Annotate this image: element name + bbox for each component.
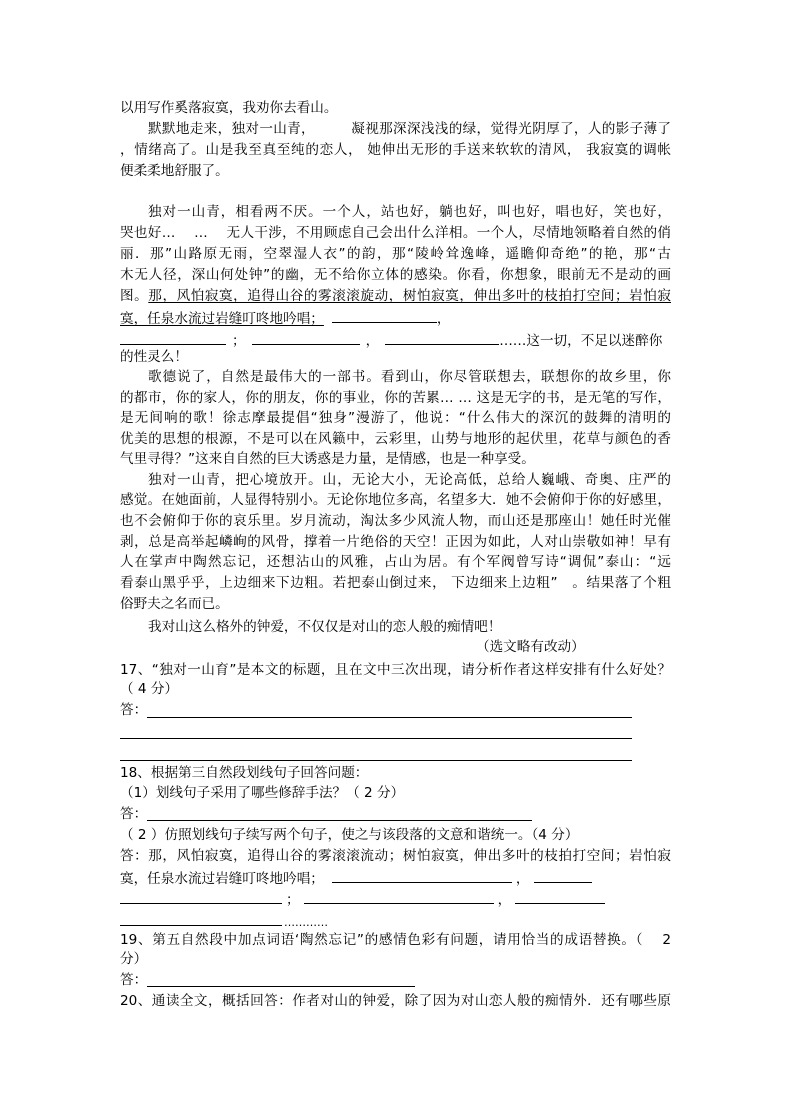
passage-line: 独对一山青，相看两不厌。一个人，站也好，躺也好，叫也好，唱也好，笑也好，	[148, 204, 671, 220]
text: 凝视那深深浅浅的绿，觉得光阴厚了，人的影子薄了	[350, 121, 671, 137]
text: ，	[515, 871, 530, 887]
question-18-2: （ 2 ）仿照划线句子续写两个句子，使之与该段落的文意和谐统一。（4 分）	[120, 827, 579, 843]
answer-line[interactable]	[147, 717, 632, 718]
answer-line[interactable]	[120, 760, 632, 761]
text: ，	[497, 892, 512, 908]
passage-line: 的性灵么！	[120, 349, 188, 365]
answer-row	[120, 910, 328, 930]
question-17: 17、“独对一山育”是本文的标题，且在文中三次出现，请分析作者这样安排有什么好处？	[120, 662, 671, 678]
fill-blank[interactable]	[332, 867, 512, 883]
underlined-sentence: 那，风怕寂寞，追得山谷的雾滚滚旋动，树怕寂寞，伸出多叶的枝拍打空间；岩怕寂	[148, 288, 671, 304]
fill-blank[interactable]	[332, 307, 437, 323]
answer-line[interactable]	[120, 738, 632, 739]
fill-blank[interactable]	[304, 888, 494, 904]
passage-line: 俗野夫之名而已。	[120, 596, 229, 612]
answer-row	[120, 888, 605, 908]
question-18-1: （1）划线句子采用了哪些修辞手法？（ 2 分）	[120, 785, 405, 801]
passage-line	[120, 286, 671, 306]
passage-line: ，情绪高了。山是我至真至纯的恋人， 她伸出无形的手送来软软的清风， 我寂寞的调帐	[120, 142, 671, 158]
passage-line: 优美的思想的根源，不是可以在风籁中，云彩里，山势与地形的起伏里，花草与颜色的香	[120, 431, 671, 447]
question-19: 19、第五自然段中加点词语‘陶然忘记”的感情色彩有问题，请用恰当的成语替换。（ 2	[120, 932, 671, 948]
text: 寞，任泉水流过岩缝叮咚地吟唱；	[120, 871, 324, 887]
question-score: （ 4 分）	[120, 681, 179, 697]
passage-line: 的都市，你的家人，你的朋友，你的事业，你的苦累… … 这是无字的书，是无笔的写作，	[120, 390, 671, 406]
source-note: （选文略有改动）	[476, 639, 585, 655]
question-score: 分）	[120, 951, 148, 967]
fill-blank[interactable]	[120, 888, 282, 904]
passage-line: 感觉。在她面前，人显得特别小。无论你地位多高，名望多大．她不会俯仰于你的好感里，	[120, 492, 671, 508]
answer-line[interactable]	[147, 986, 415, 987]
passage-line: 是无间响的歌！徐志摩最提倡“独身”漫游了，他说：“什么伟大的深沉的鼓舞的清明的	[120, 410, 671, 426]
answer-prompt	[120, 867, 592, 887]
passage-line	[120, 329, 662, 349]
answer-label: 答：	[120, 972, 148, 988]
passage-line	[120, 307, 451, 327]
passage-line: 剥，总是高举起嶙峋的风骨，撑着一片绝俗的天空！正因为如此，人对山崇敬如神！早有	[120, 534, 671, 550]
text: ，	[436, 311, 451, 327]
question-20: 20、通读全文，概括回答：作者对山的钟爱，除了因为对山恋人般的痴情外．还有哪些原	[120, 993, 671, 1009]
passage-line: 也不会俯仰于你的哀乐里。岁月流动，淘汰多少风流人物，而山还是那座山！她任时光催	[120, 513, 671, 529]
answer-line[interactable]	[147, 820, 532, 821]
fill-blank[interactable]	[252, 329, 360, 345]
passage-line: 看泰山黑乎乎，上边细来下边粗。若把泰山倒过来， 下边细来上边粗” 。结果落了个粗	[120, 575, 671, 591]
passage-line: 丽．那”山路原无雨，空翠湿人衣”的韵，那“陵岭耸逸峰，遥瞻仰奇绝”的艳，那“古	[120, 246, 671, 262]
passage-line: 我对山这么格外的钟爱，不仅仅是对山的恋人般的痴情吧！	[148, 619, 502, 635]
answer-prompt: 答：那，风怕寂寞，追得山谷的雾滚滚流动；树怕寂寞，伸出多叶的枝拍打空间；岩怕寂	[120, 848, 671, 864]
fill-blank[interactable]	[515, 888, 605, 904]
passage-line: 人在掌声中陶然忘记，还想沾山的风雅，占山为居。有个军阀曾写诗“调侃”泰山：“远	[120, 554, 671, 570]
passage-line: 气里寻得？”这来自自然的巨大诱惑是力量，是情感，也是一种享受。	[120, 451, 535, 467]
question-18: 18、根据第三自然段划线句子回答问题：	[120, 765, 369, 781]
passage-line: 歌德说了，自然是最伟大的一部书。看到山，你尽管联想去，联想你的故乡里，你	[148, 369, 671, 385]
fill-blank[interactable]	[120, 910, 282, 926]
passage-line: 以用写作奚落寂寞，我劝你去看山。	[120, 100, 338, 116]
passage-line: 便柔柔地舒服了。	[120, 163, 229, 179]
answer-label: 答：	[120, 806, 148, 822]
text: 图。	[120, 288, 149, 304]
text: ，	[365, 333, 380, 349]
text: ；	[232, 333, 246, 349]
passage-line	[120, 119, 671, 139]
fill-blank[interactable]	[385, 329, 499, 345]
answer-label: 答：	[120, 702, 148, 718]
fill-blank[interactable]	[534, 867, 592, 883]
fill-blank[interactable]	[120, 329, 226, 345]
text: …………	[284, 916, 328, 929]
text: ……这一切，不足以迷醉你	[499, 333, 663, 349]
underlined-sentence: 寞，任泉水流过岩缝叮咚地吟唱；	[120, 311, 324, 327]
passage-line: 独对一山青，把心境放开。山，无论大小，无论高低，总给人巍峨、奇奥、庄严的	[148, 472, 671, 488]
passage-line: 木无人径，深山何处钟”的幽，无不给你立体的感染。你看，你想象，眼前无不是动的画	[120, 267, 671, 283]
text: 默默地走来，独对一山青，	[148, 121, 315, 137]
passage-line: 哭也好… … 无人干涉，不用顾虑自己会出什么洋相。一个人，尽情地领略着自然的俏	[120, 225, 671, 241]
text: ；	[286, 892, 300, 908]
